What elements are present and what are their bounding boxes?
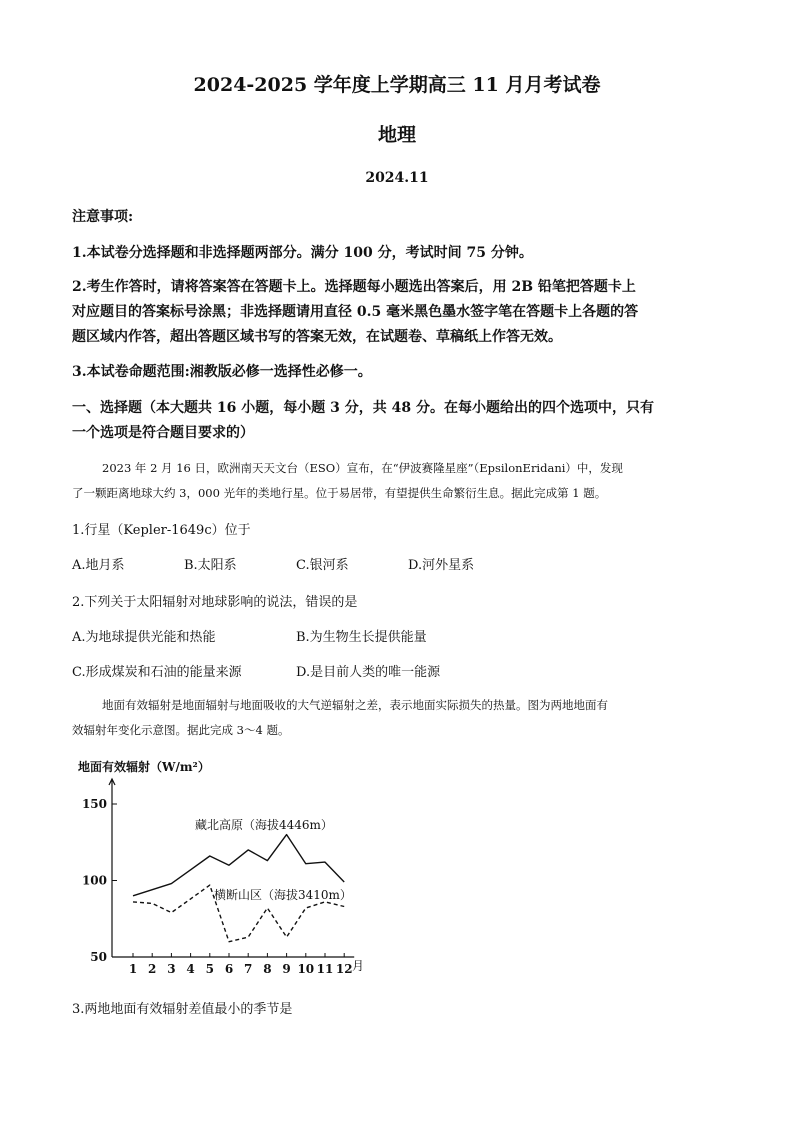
x-tick-label: 9 — [282, 962, 291, 976]
notice-heading: 注意事项: — [72, 209, 134, 225]
x-tick-label: 2 — [148, 962, 157, 976]
x-tick-label: 12 — [335, 962, 353, 976]
x-tick-label: 6 — [224, 962, 234, 976]
x-axis-label: 月 — [352, 959, 365, 973]
subject-title: 地理 — [377, 124, 416, 146]
y-tick-label: 50 — [90, 950, 107, 964]
question-2-option-b: B.为生物生长提供能量 — [296, 630, 427, 645]
question-2-option-a: A.为地球提供光能和热能 — [72, 630, 216, 645]
x-tick-label: 1 — [128, 962, 138, 976]
notice-item-1: 1.本试卷分选择题和非选择题两部分。满分 100 分，考试时间 75 分钟。 — [72, 245, 533, 261]
question-1-option-a: A.地月系 — [72, 558, 125, 573]
y-tick-label: 150 — [81, 797, 107, 811]
x-tick-label: 5 — [205, 962, 214, 976]
passage-2-line-1: 地面有效辐射是地面辐射与地面吸收的大气逆辐射之差，表示地面实际损失的热量。图为两地地面有 — [102, 698, 608, 712]
x-tick-label: 8 — [263, 962, 272, 976]
notice-item-2-line-1: 2.考生作答时，请将答案答在答题卡上。选择题每小题选出答案后，用 2B 铅笔把答题卡上 — [72, 279, 636, 295]
series-line-zangbei — [133, 835, 344, 896]
notice-item-2-line-2: 对应题目的答案标号涂黑；非选择题请用直径 0.5 毫米黑色墨水签字笔在答题卡上各题的答 — [72, 304, 639, 320]
y-axis-label: 地面有效辐射（W/m²） — [78, 760, 210, 774]
x-tick-label: 11 — [316, 962, 334, 976]
exam-date: 2024.11 — [365, 170, 429, 186]
series-label-zangbei: 藏北高原（海拔4446m） — [195, 818, 333, 832]
question-3-stem: 3.两地地面有效辐射差值最小的季节是 — [72, 1002, 293, 1017]
question-2-option-c: C.形成煤炭和石油的能量来源 — [72, 665, 242, 680]
radiation-chart — [70, 755, 390, 980]
x-tick-label: 10 — [297, 962, 315, 976]
notice-item-2-line-3: 题区域内作答，超出答题区域书写的答案无效，在试题卷、草稿纸上作答无效。 — [72, 329, 562, 345]
question-1-stem: 1.行星（Kepler-1649c）位于 — [72, 523, 251, 538]
y-tick-label: 100 — [81, 873, 107, 888]
passage-1-line-1: 2023 年 2 月 16 日，欧洲南天天文台（ESO）宣布，在“伊波赛隆星座”（EpsilonEridani）中，发现 — [102, 461, 623, 475]
passage-2-line-2: 效辐射年变化示意图。据此完成 3～4 题。 — [72, 723, 290, 737]
question-1-option-b: B.太阳系 — [184, 558, 237, 573]
question-2-stem: 2.下列关于太阳辐射对地球影响的说法，错误的是 — [72, 595, 358, 610]
section-heading-line-1: 一、选择题（本大题共 16 小题，每小题 3 分，共 48 分。在每小题给出的四个选项中，只有 — [72, 400, 654, 416]
x-tick-label: 4 — [186, 962, 195, 976]
notice-item-3: 3.本试卷命题范围:湘教版必修一选择性必修一。 — [72, 364, 372, 380]
chart-axes — [109, 779, 354, 957]
section-heading-line-2: 一个选项是符合题目要求的） — [72, 425, 254, 441]
question-1-option-c: C.银河系 — [296, 558, 349, 573]
x-tick-label: 7 — [244, 962, 253, 976]
question-1-option-d: D.河外星系 — [408, 558, 475, 573]
question-2-option-d: D.是目前人类的唯一能源 — [296, 665, 441, 680]
x-tick-label: 3 — [167, 962, 176, 976]
series-label-hengduan: 横断山区（海拔3410m） — [214, 888, 352, 902]
exam-title: 2024-2025 学年度上学期高三 11 月月考试卷 — [193, 74, 601, 96]
passage-1-line-2: 了一颗距离地球大约 3，000 光年的类地行星。位于易居带，有望提供生命繁衍生息。据此完成第 1 题。 — [72, 486, 607, 500]
